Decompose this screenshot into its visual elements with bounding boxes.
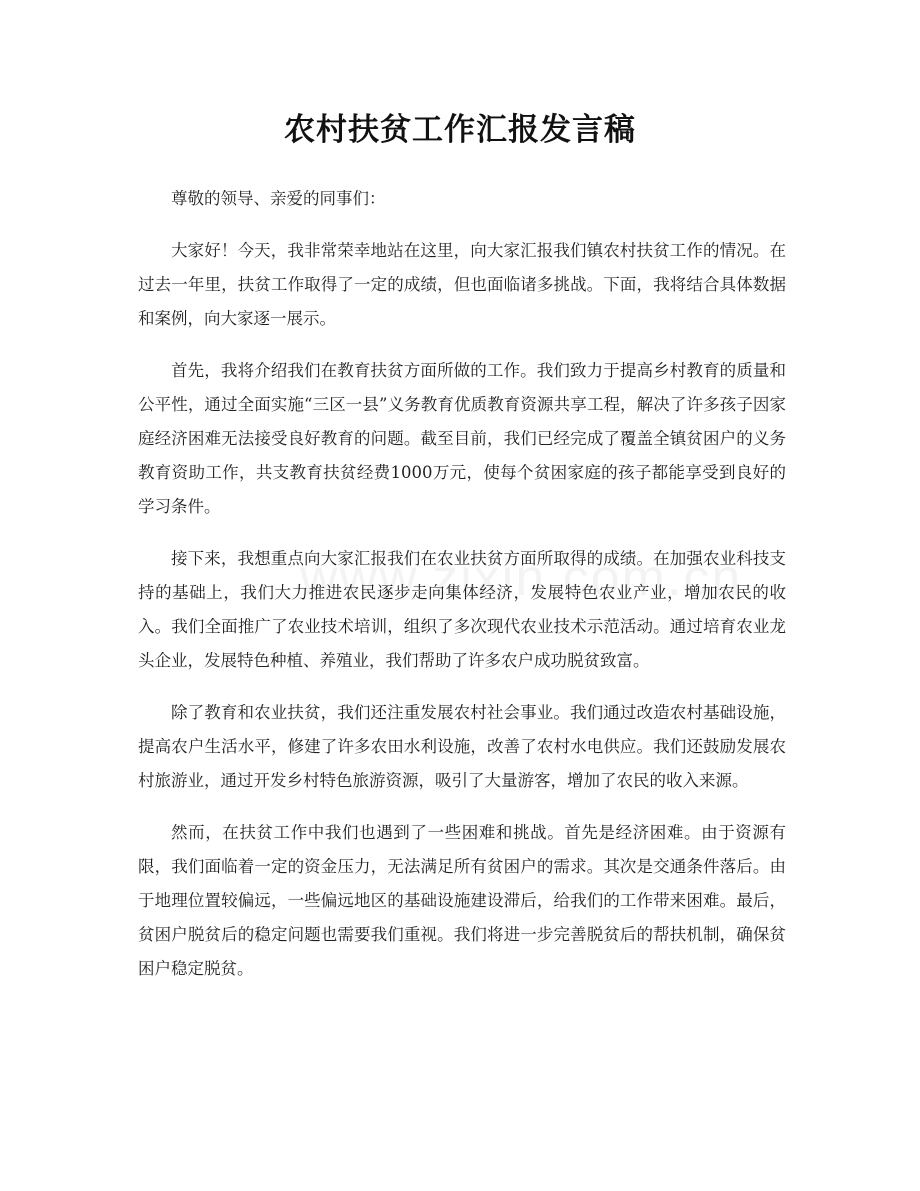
paragraph-social: 除了教育和农业扶贫，我们还注重发展农村社会事业。我们通过改造农村基础设施，提高农户生活水平，修建了许多农田水利设施，改善了农村水电供应。我们还鼓励发展农村旅游业，通过开发乡村特色旅游资源，吸引了大量游客，增加了农民的收入来源。 [138,703,786,790]
paragraph-agriculture: 接下来，我想重点向大家汇报我们在农业扶贫方面所取得的成绩。在加强农业科技支持的基础上，我们大力推进农民逐步走向集体经济，发展特色农业产业，增加农民的收入。我们全面推广了农业技术培训，组织了多次现代农业技术示范活动。通过培育农业龙头企业，发展特色种植、养殖业，我们帮助了许多农户成功脱贫致富。 [138,549,786,670]
salutation: 尊敬的领导、亲爱的同事们： [171,189,386,208]
paragraph-intro: 大家好！今天，我非常荣幸地站在这里，向大家汇报我们镇农村扶贫工作的情况。在过去一年里，扶贫工作取得了一定的成绩，但也面临诸多挑战。下面，我将结合具体数据和案例，向大家逐一展示。 [138,241,786,328]
paragraph-challenges: 然而，在扶贫工作中我们也遇到了一些困难和挑战。首先是经济困难。由于资源有限，我们面临着一定的资金压力，无法满足所有贫困户的需求。其次是交通条件落后。由于地理位置较偏远，一些偏远地区的基础设施建设滞后，给我们的工作带来困难。最后，贫困户脱贫后的稳定问题也需要我们重视。我们将进一步完善脱贫后的帮扶机制，确保贫困户稳定脱贫。 [138,823,786,978]
document-body [138,182,786,1004]
document-title: 农村扶贫工作汇报发言稿 [284,112,636,148]
paragraph-education: 首先，我将介绍我们在教育扶贫方面所做的工作。我们致力于提高乡村教育的质量和公平性，通过全面实施“三区一县”义务教育优质教育资源共享工程，解决了许多孩子因家庭经济困难无法接受良好教育的问题。截至目前，我们已经完成了覆盖全镇贫困户的义务教育资助工作，共支教育扶贫经费1000万元，使每个贫困家庭的孩子都能享受到良好的学习条件。 [138,361,786,516]
